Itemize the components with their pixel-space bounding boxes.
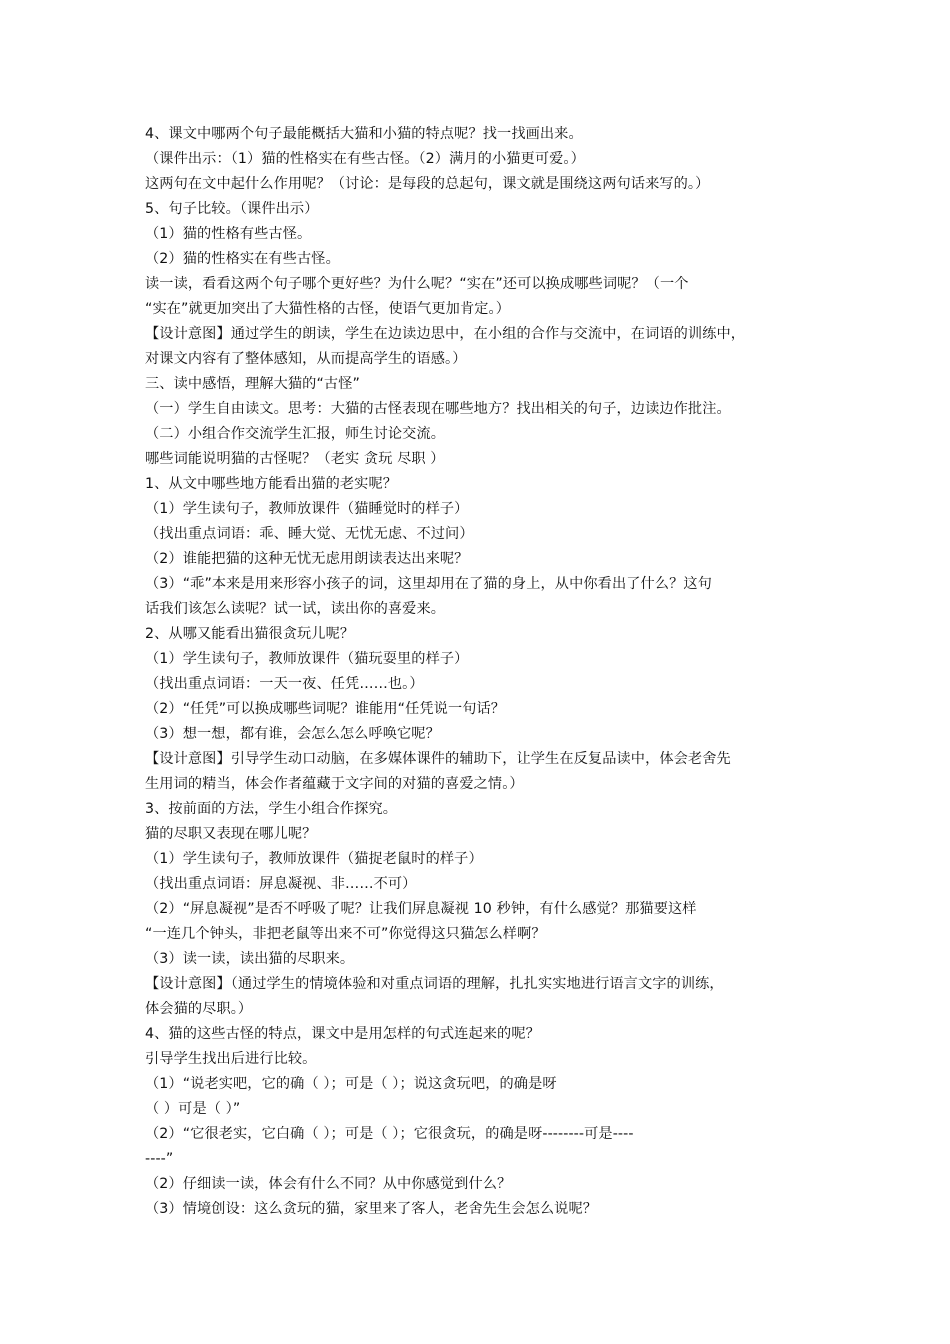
text-line: 哪些词能说明猫的古怪呢？（老实 贪玩 尽职 ） (145, 451, 445, 467)
document-page (145, 122, 817, 1222)
text-line: （3）“乖”本来是用来形容小孩子的词，这里却用在了猫的身上，从中你看出了什么？这句 (145, 576, 712, 592)
text-line: ----” (145, 1151, 174, 1167)
text-line: （二）小组合作交流学生汇报，师生讨论交流。 (145, 426, 446, 442)
text-line: （找出重点词语：一天一夜、任凭……也。） (145, 676, 424, 692)
text-line: （1）“说老实吧，它的确（ ）；可是（ ）；说这贪玩吧，的确是呀 (145, 1076, 557, 1092)
text-line: （2）谁能把猫的这种无忧无虑用朗读表达出来呢？ (145, 551, 469, 567)
text-line: 【设计意图】（通过学生的情境体验和对重点词语的理解，扎扎实实地进行语言文字的训练， (145, 976, 724, 992)
text-line: （2）“屏息凝视”是否不呼吸了呢？让我们屏息凝视 10 秒钟，有什么感觉？那猫要这样 (145, 901, 697, 917)
text-line: 生用词的精当，体会作者蕴藏于文字间的对猫的喜爱之情。） (145, 776, 524, 792)
text-line: 2、从哪又能看出猫很贪玩儿呢？ (145, 626, 355, 642)
text-line: 读一读，看看这两个句子哪个更好些？为什么呢？“实在”还可以换成哪些词呢？（一个 (145, 276, 689, 292)
text-line: 对课文内容有了整体感知，从而提高学生的语感。） (145, 351, 467, 367)
text-line: （2）猫的性格实在有些古怪。 (145, 251, 340, 267)
text-line: 猫的尽职又表现在哪儿呢？ (145, 826, 317, 842)
text-line: （找出重点词语：乖、睡大觉、无忧无虑、不过问） (145, 526, 474, 542)
text-line: 引导学生找出后进行比较。 (145, 1051, 317, 1067)
text-line: 【设计意图】引导学生动口动脑，在多媒体课件的辅助下，让学生在反复品读中，体会老舍先 (145, 751, 731, 767)
text-line: （找出重点词语：屏息凝视、非……不可） (145, 876, 417, 892)
text-line: 体会猫的尽职。） (145, 1001, 253, 1017)
text-line: 三、读中感悟，理解大猫的“古怪” (145, 376, 360, 392)
text-line: （一）学生自由读文。思考：大猫的古怪表现在哪些地方？找出相关的句子，边读边作批注。 (145, 401, 731, 417)
text-line: （2）“它很老实，它白确（ ）；可是（ ）；它很贪玩，的确是呀--------可是---- (145, 1126, 634, 1142)
text-line: （3）情境创设：这么贪玩的猫，家里来了客人，老舍先生会怎么说呢？ (145, 1201, 598, 1217)
text-line: （1）学生读句子，教师放课件（猫捉老鼠时的样子） (145, 851, 483, 867)
text-line: 3、按前面的方法，学生小组合作探究。 (145, 801, 398, 817)
text-line: （1）学生读句子，教师放课件（猫睡觉时的样子） (145, 501, 469, 517)
text-line: 5、句子比较。（课件出示） (145, 201, 319, 217)
text-line: （3）读一读，读出猫的尽职来。 (145, 951, 355, 967)
text-line: 4、课文中哪两个句子最能概括大猫和小猫的特点呢？找一找画出来。 (145, 126, 583, 142)
text-line: 4、猫的这些古怪的特点，课文中是用怎样的句式连起来的呢？ (145, 1026, 540, 1042)
text-line: “实在”就更加突出了大猫性格的古怪，使语气更加肯定。） (145, 301, 510, 317)
text-line: （2）仔细读一读，体会有什么不同？从中你感觉到什么？ (145, 1176, 512, 1192)
text-line: 【设计意图】通过学生的朗读，学生在边读边思中，在小组的合作与交流中，在词语的训练中， (145, 326, 746, 342)
text-line: 话我们该怎么读呢？试一试，读出你的喜爱来。 (145, 601, 446, 617)
text-line: 1、从文中哪些地方能看出猫的老实呢？ (145, 476, 398, 492)
text-line: （ ）可是（ ）” (145, 1101, 241, 1117)
text-line: （1）学生读句子，教师放课件（猫玩耍里的样子） (145, 651, 469, 667)
text-line: （2）“任凭”可以换成哪些词呢？谁能用“任凭说一句话？ (145, 701, 506, 717)
text-line: （课件出示：（1）猫的性格实在有些古怪。（2）满月的小猫更可爱。） (145, 151, 585, 167)
text-line: （3）想一想，都有谁，会怎么怎么呼唤它呢？ (145, 726, 440, 742)
text-line: 这两句在文中起什么作用呢？（讨论：是每段的总起句，课文就是围绕这两句话来写的。） (145, 176, 710, 192)
text-line: （1）猫的性格有些古怪。 (145, 226, 312, 242)
text-line: “一连几个钟头，非把老鼠等出来不可”你觉得这只猫怎么样啊？ (145, 926, 546, 942)
